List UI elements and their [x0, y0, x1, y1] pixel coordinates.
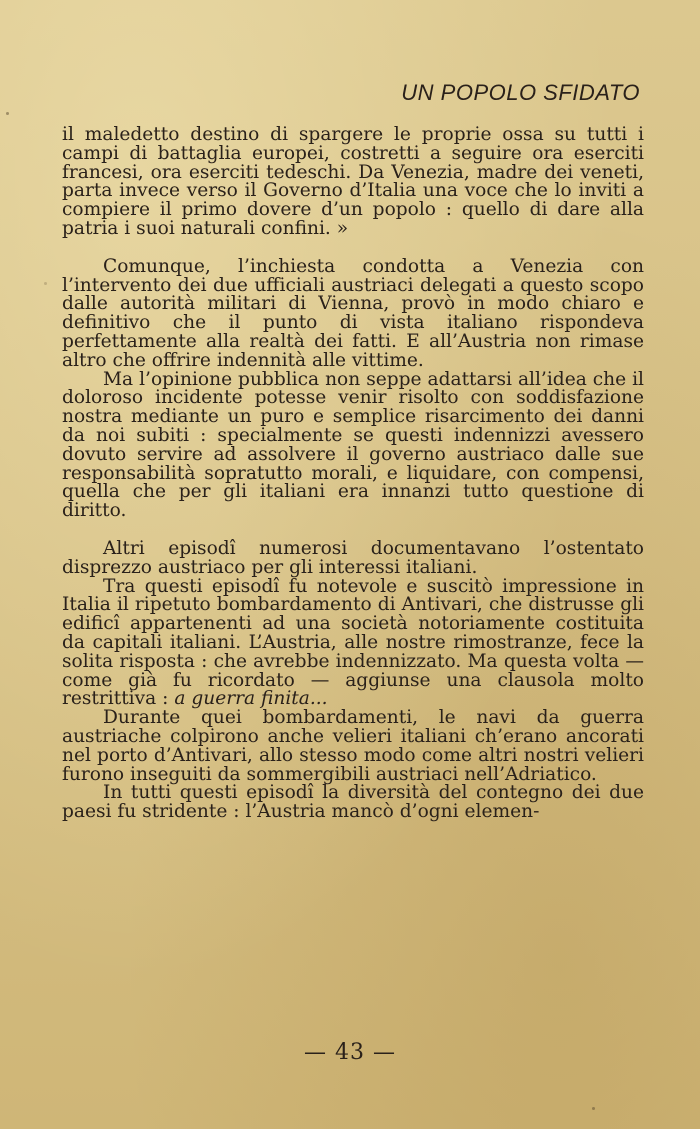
paragraph-2: Comunque, l’inchiesta condotta a Venezia con l’intervento dei due ufficiali austriaci delegati a questo scopo dalle autorità militari di Vienna, provò in modo chiaro e definitivo che il punto di vista italiano rispondeva perfettamente alla realtà dei fatti. E all’Austria non rimase altro che offrire indennità alle vittime.: [62, 255, 644, 371]
paragraph-5-text: Tra questi episodî fu notevole e suscitò impressione in Italia il ripetuto bombardamento di Antivari, che distrusse gli edificî appartenenti ad una società notoriamente costituita da capitali italiani. L’Austria, alle nostre rimostranze, fece la solita risposta : che avrebbe indennizzato. Ma questa volta — come già fu ricordato — aggiunse una clausola molto restrittiva :: [62, 575, 644, 710]
paragraph-5: [62, 575, 644, 710]
page-number: — 43 —: [304, 1040, 396, 1065]
paper-speck: [6, 112, 9, 115]
paragraph-4: Altri episodî numerosi documentavano l’ostentato disprezzo austriaco per gli interessi italiani.: [62, 537, 644, 578]
paper-speck: [592, 1107, 595, 1110]
paragraph-6: Durante quei bombardamenti, le navi da guerra austriache colpirono anche velieri italiani ch’erano ancorati nel porto d’Antivari, allo stesso modo come altri nostri velieri furono inseguiti da sommergibili austriaci nell’Adriatico.: [62, 707, 644, 785]
paragraph-3: Ma l’opinione pubblica non seppe adattarsi all’idea che il doloroso incidente potesse venir risolto con soddisfazione nostra mediante un puro e semplice risarcimento dei danni da noi subiti : specialmente se questi indennizzi avessero dovuto servire ad assolvere il governo austriaco dalle sue responsabilità sopratutto morali, e liquidare, con compensi, quella che per gli italiani era innanzi tutto questione di diritto.: [62, 368, 644, 522]
body-text: [62, 126, 644, 822]
running-head: UN POPOLO SFIDATO: [401, 80, 640, 105]
paragraph-1: il maledetto destino di spargere le proprie ossa su tutti i campi di battaglia europei, costretti a seguire ora eserciti francesi, ora eserciti tedeschi. Da Venezia, madre dei veneti, parta invece verso il Governo d’Italia una voce che lo inviti a compiere il primo dovere d’un popolo : quello di dare alla patria i suoi naturali confini. »: [62, 124, 644, 239]
paper-speck: [44, 282, 47, 285]
paragraph-5-italic: a guerra finita...: [174, 688, 328, 710]
paragraph-7: In tutti questi episodî la diversità del contegno dei due paesi fu stridente : l’Austria mancò d’ogni elemen-: [62, 782, 644, 823]
